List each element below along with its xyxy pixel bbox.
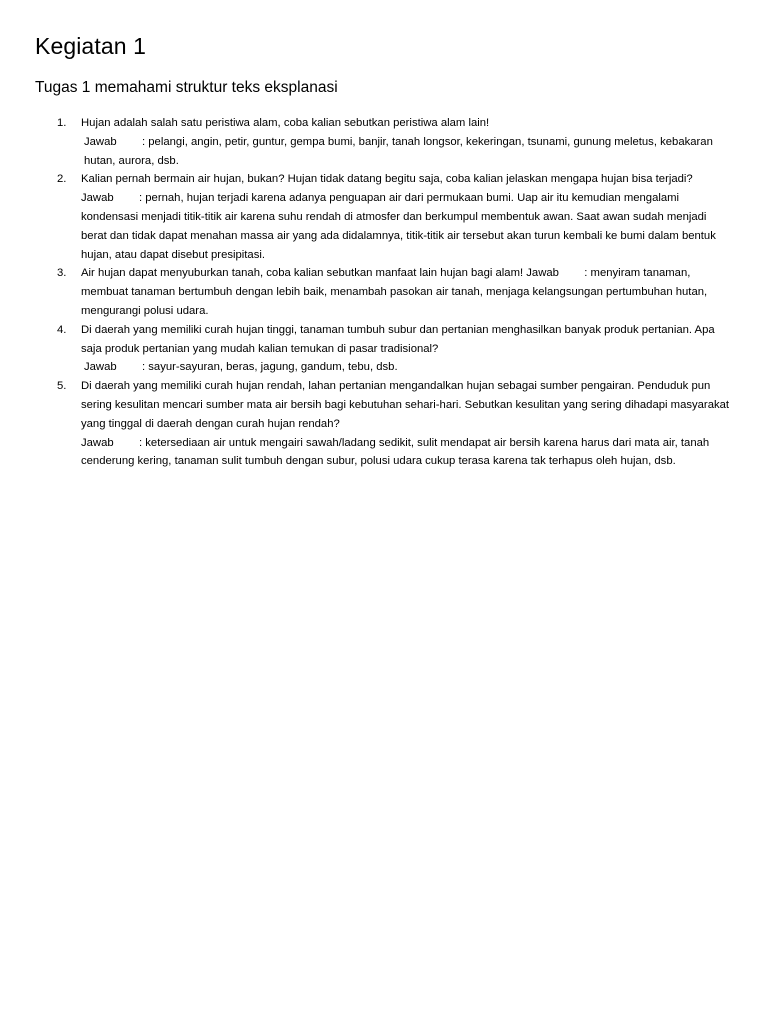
answer-block	[81, 189, 735, 264]
answer-text: : ketersediaan air untuk mengairi sawah/ladang sedikit, sulit mendapat air bersih karena harus dari mata air, tanah cenderung kering, tanaman sulit tumbuh dengan subur, polusi udara cukup terasa karena tak terhapus oleh hujan, dsb.	[81, 436, 710, 468]
answer-label: Jawab	[84, 135, 117, 148]
answer-block	[81, 434, 735, 472]
answer-block	[81, 358, 735, 377]
answer-label: Jawab	[81, 192, 114, 205]
answer-text: : pernah, hujan terjadi karena adanya penguapan air dari permukaan bumi. Uap air itu kemudian mengalami kondensasi menjadi titik-titik air karena suhu rendah di atmosfer dan berkumpul membentuk awan. Saat awan sudah menjadi berat dan tidak dapat menahan massa air yang ada didalamnya, titik-titik air tersebut akan turun kembali ke bumi dalam bentuk hujan, atau dapat disebut presipitasi.	[81, 192, 716, 261]
answer-label: Jawab	[526, 267, 559, 280]
question-text: Air hujan dapat menyuburkan tanah, coba kalian sebutkan manfaat lain hujan bagi alam!	[81, 267, 524, 280]
list-item	[35, 377, 735, 471]
section-subtitle: Tugas 1 memahami struktur teks eksplanasi	[35, 79, 338, 96]
list-item	[35, 321, 735, 377]
question-text: Hujan adalah salah satu peristiwa alam, coba kalian sebutkan peristiwa alam lain!	[81, 117, 490, 129]
answer-label: Jawab	[81, 436, 114, 449]
item-number: 2.	[57, 173, 67, 186]
item-number: 3.	[57, 267, 67, 280]
item-number: 4.	[57, 323, 67, 336]
item-number: 1.	[57, 117, 67, 129]
answer-label: Jawab	[84, 361, 117, 374]
answer-text: : sayur-sayuran, beras, jagung, gandum, tebu, dsb.	[142, 361, 398, 374]
answer-text: : pelangi, angin, petir, guntur, gempa bumi, banjir, tanah longsor, kekeringan, tsunami, gunung meletus, kebakaran hutan, aurora, dsb.	[84, 135, 713, 167]
page-title: Kegiatan 1	[35, 33, 146, 59]
question-text: Di daerah yang memiliki curah hujan tinggi, tanaman tumbuh subur dan pertanian menghasilkan banyak produk pertanian. Apa saja produk pertanian yang mudah kalian temukan di pasar tradisional?	[81, 323, 715, 355]
answer-text: : menyiram tanaman, membuat tanaman bertumbuh dengan lebih baik, menambah pasokan air tanah, menjaga kelangsungan pertumbuhan hutan, mengurangi polusi udara.	[81, 267, 708, 317]
question-text: Di daerah yang memiliki curah hujan rendah, lahan pertanian mengandalkan hujan sebagai sumber pengairan. Penduduk pun sering kesulitan mencari sumber mata air bersih bagi kebutuhan sehari-hari. Sebutkan kesulitan yang sering dihadapi masyarakat yang tinggal di daerah dengan curah hujan rendah?	[81, 380, 730, 430]
item-number: 5.	[57, 380, 67, 393]
question-text: Kalian pernah bermain air hujan, bukan? Hujan tidak datang begitu saja, coba kalian jelaskan mengapa hujan bisa terjadi?	[81, 173, 693, 186]
list-item	[35, 264, 735, 320]
answer-block	[81, 133, 735, 171]
list-item	[35, 170, 735, 264]
question-answer-block	[81, 264, 735, 320]
list-item	[35, 114, 735, 170]
question-list	[35, 114, 735, 471]
